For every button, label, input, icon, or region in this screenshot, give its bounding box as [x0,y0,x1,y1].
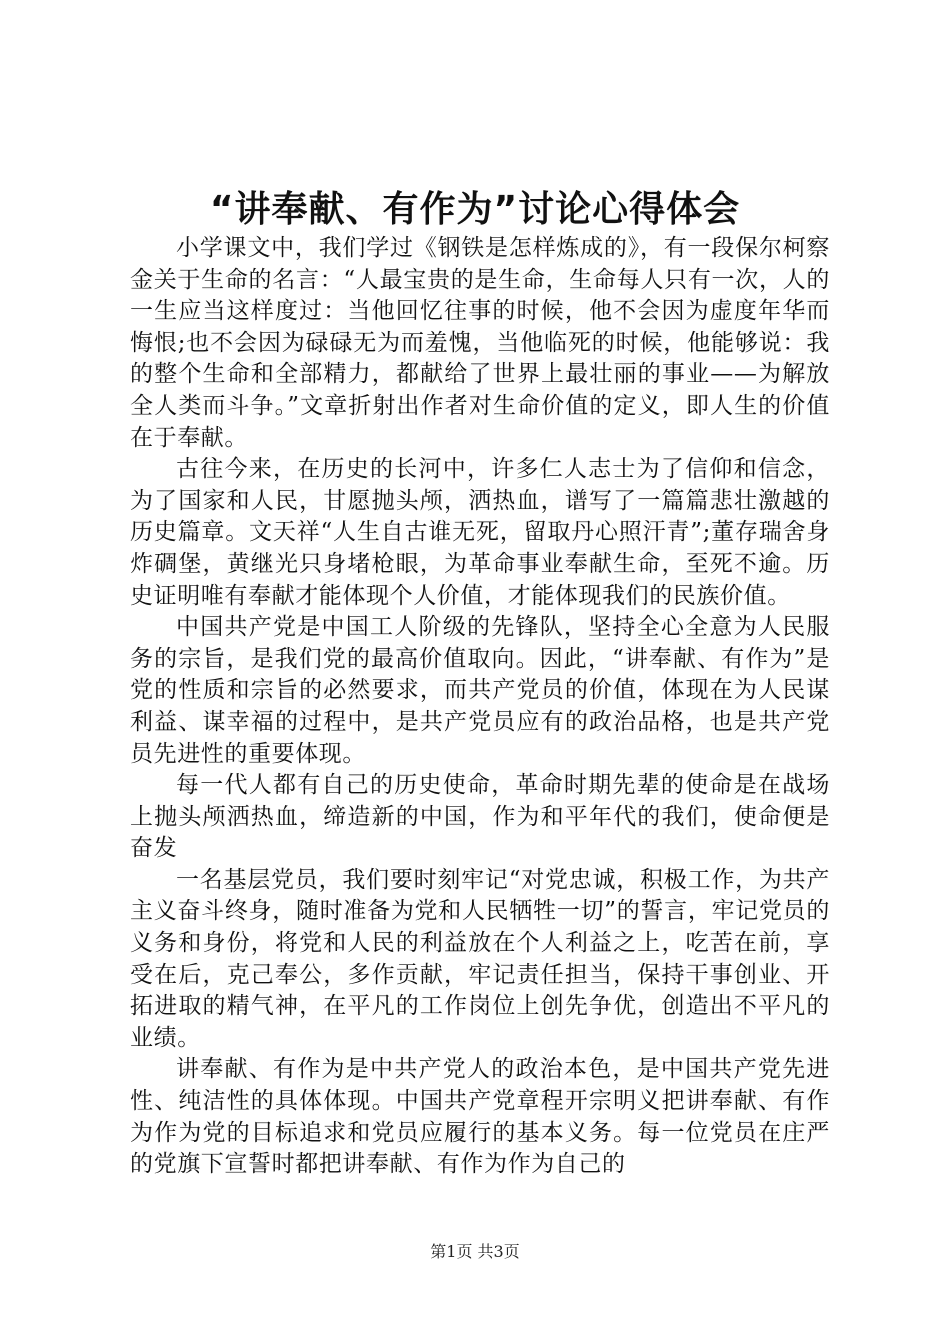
document-title: “讲奉献、有作为”讨论心得体会 [209,189,741,230]
document-body [130,233,830,1181]
paragraph-2: 古往今来，在历史的长河中，许多仁人志士为了信仰和信念，为了国家和人民，甘愿抛头颅，洒热血，谱写了一篇篇悲壮激越的历史篇章。文天祥“人生自古谁无死，留取丹心照汗青”;董存瑞舍身炸碉堡，黄继光只身堵枪眼，为革命事业奉献生命，至死不逾。历史证明唯有奉献才能体现个人价值，才能体现我们的民族价值。 [130,456,830,609]
paragraph-6: 讲奉献、有作为是中共产党人的政治本色，是中国共产党先进性、纯洁性的具体体现。中国共产党章程开宗明义把讲奉献、有作为作为党的目标追求和党员应履行的基本义务。每一位党员在庄严的党旗下宣誓时都把讲奉献、有作为作为自己的 [130,1056,830,1178]
paragraph-3: 中国共产党是中国工人阶级的先锋队，坚持全心全意为人民服务的宗旨，是我们党的最高价值取向。因此，“讲奉献、有作为”是党的性质和宗旨的必然要求，而共产党员的价值，体现在为人民谋利益、谋幸福的过程中，是共产党员应有的政治品格，也是共产党员先进性的重要体现。 [130,614,830,767]
paragraph-4: 每一代人都有自己的历史使命，革命时期先辈的使命是在战场上抛头颅洒热血，缔造新的中国，作为和平年代的我们，使命便是奋发 [130,772,830,862]
paragraph-1: 小学课文中，我们学过《钢铁是怎样炼成的》，有一段保尔柯察金关于生命的名言：“人最宝贵的是生命，生命每人只有一次，人的一生应当这样度过：当他回忆往事的时候，他不会因为虚度年华而悔恨;也不会因为碌碌无为而羞愧，当他临死的时候，他能够说：我的整个生命和全部精力，都献给了世界上最壮丽的事业——为解放全人类而斗争。”文章折射出作者对生命价值的定义，即人生的价值在于奉献。 [130,235,830,451]
paragraph-5: 一名基层党员，我们要时刻牢记“对党忠诚，积极工作，为共产主义奋斗终身，随时准备为党和人民牺牲一切”的誓言，牢记党员的义务和身份，将党和人民的利益放在个人利益之上，吃苦在前，享受在后，克己奉公，多作贡献，牢记责任担当，保持干事创业、开拓进取的精气神，在平凡的工作岗位上创先争优，创造出不平凡的业绩。 [130,866,830,1051]
page-footer: 第1页 共3页 [430,1242,520,1261]
